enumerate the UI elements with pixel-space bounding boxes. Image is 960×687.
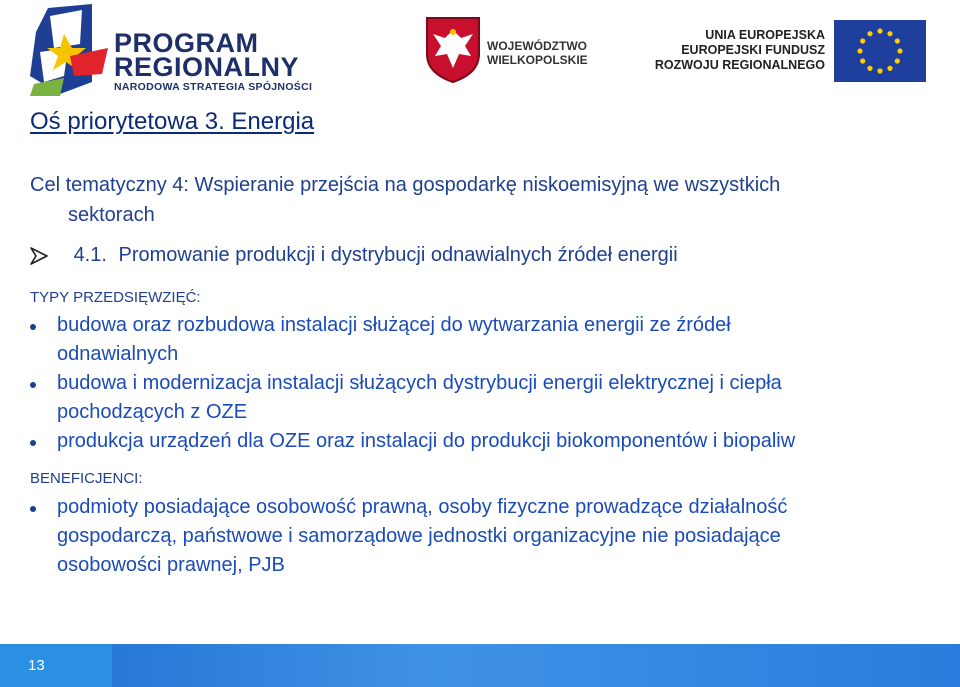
page-number-box (0, 644, 112, 687)
list-item-line2: pochodzących z OZE (57, 401, 248, 423)
eu-line3: ROZWOJU REGIONALNEGO (654, 58, 825, 72)
regionalny-word: REGIONALNY (114, 52, 300, 82)
list-item (30, 311, 930, 369)
arrow-bullet-icon (30, 247, 48, 265)
list-item (30, 493, 930, 580)
bullet-icon (30, 324, 36, 330)
axis-title: Oś priorytetowa 3. Energia (30, 108, 315, 135)
list-item (30, 369, 930, 427)
list-item-line1: podmioty posiadające osobowość prawną, osoby fizyczne prowadzące działalność (57, 496, 788, 518)
eu-logo (654, 20, 930, 90)
measure-code: 4.1. (73, 244, 107, 266)
wojewodztwo-line1: WOJEWÓDZTWO (487, 39, 587, 53)
eu-text-block (655, 28, 825, 73)
objective-line2: sektorach (68, 204, 155, 226)
eu-line2: EUROPEJSKI FUNDUSZ (681, 43, 825, 57)
list-item-line1: produkcja urządzeń dla OZE oraz instalacji do produkcji biokomponentów i biopaliw (57, 430, 796, 452)
objective-line1: Cel tematyczny 4: Wspieranie przejścia na gospodarkę niskoemisyjną we wszystkich (30, 174, 781, 196)
list-item-line1: budowa oraz rozbudowa instalacji służącej do wytwarzania energii ze źródeł (57, 314, 731, 336)
list-item (30, 427, 930, 456)
measure-heading (30, 244, 678, 267)
list-item-line2: gospodarczą, państwowe i samorządowe jednostki organizacyjne nie posiadające (57, 525, 781, 547)
beneficiaries-label: BENEFICJENCI: (30, 470, 143, 487)
list-item-line3: osobowości prawnej, PJB (57, 554, 285, 576)
eu-line1: UNIA EUROPEJSKA (705, 28, 825, 42)
bullet-icon (30, 506, 36, 512)
list-item-line1: budowa i modernizacja instalacji służących dystrybucji energii elektrycznej i ciepła (57, 372, 782, 394)
bullet-icon (30, 382, 36, 388)
bullet-icon (30, 440, 36, 446)
footer-bar (0, 644, 960, 687)
types-label: TYPY PRZEDSIĘWZIĘĆ: (30, 289, 201, 306)
program-regionalny-logo (30, 4, 330, 94)
measure-title: Promowanie produkcji i dystrybucji odnawialnych źródeł energii (118, 244, 678, 266)
program-word: PROGRAM (114, 28, 259, 58)
beneficiaries-list (30, 493, 930, 580)
wojewodztwo-line2: WIELKOPOLSKIE (487, 53, 588, 67)
eagle-coat-of-arms-icon (425, 16, 481, 84)
wojewodztwo-logo (425, 16, 605, 86)
program-subtitle: NARODOWA STRATEGIA SPÓJNOŚCI (114, 81, 313, 93)
page-number: 13 (28, 657, 45, 674)
eu-flag-icon (834, 20, 926, 82)
thematic-objective (30, 170, 890, 230)
program-regionalny-emblem-icon (30, 4, 110, 96)
types-list (30, 311, 930, 456)
list-item-line2: odnawialnych (57, 343, 179, 365)
